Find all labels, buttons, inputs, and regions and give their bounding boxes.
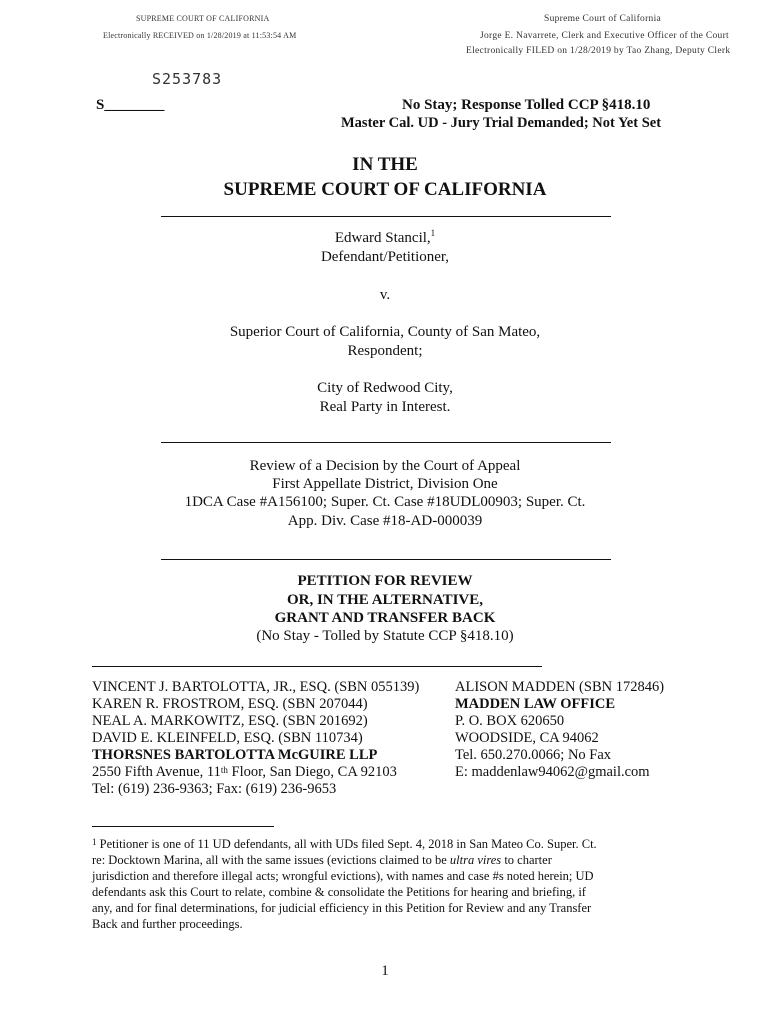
received-stamp-line-1: SUPREME COURT OF CALIFORNIA	[136, 14, 270, 23]
footnote-line: $^1$ Petitioner is one of 11 UD defendants, all with UDs filed Sept. 4, 2018 in San Mateo Co. Super. Ct.	[92, 837, 597, 851]
footnote-divider	[92, 826, 274, 827]
counsel-right-firm: MADDEN LAW OFFICE	[455, 696, 616, 712]
counsel-right-phone: Tel. 650.270.0066; No Fax	[455, 747, 612, 763]
filed-stamp-line-1: Supreme Court of California	[544, 14, 662, 24]
respondent-role: Respondent;	[347, 343, 423, 359]
stay-notice: No Stay; Response Tolled CCP §418.10	[402, 97, 651, 113]
footnote-line: jurisdiction and therefore illegal acts; wrongful evictions), with names and case #s noted herein; UD	[92, 869, 594, 883]
counsel-left-line: KAREN R. FROSTROM, ESQ. (SBN 207044)	[92, 696, 368, 712]
respondent-name: Superior Court of California, County of San Mateo,	[229, 324, 541, 340]
footnote-ref: 1	[430, 228, 436, 238]
court-title-line-1: IN THE	[352, 154, 418, 175]
counsel-left-line: NEAL A. MARKOWITZ, ESQ. (SBN 201692)	[92, 713, 368, 729]
counsel-left-firm: THORSNES BARTOLOTTA McGUIRE LLP	[92, 747, 378, 763]
divider	[161, 442, 611, 443]
petition-title-line-3: GRANT AND TRANSFER BACK	[274, 610, 496, 626]
divider	[161, 216, 611, 217]
counsel-right-email: E: maddenlaw94062@gmail.com	[455, 764, 650, 780]
real-party-name: City of Redwood City,	[317, 380, 453, 396]
real-party-role: Real Party in Interest.	[319, 399, 451, 415]
review-line-4: App. Div. Case #18-AD-000039	[287, 513, 483, 529]
footnote-line: Back and further proceedings.	[92, 917, 243, 931]
review-line-2: First Appellate District, Division One	[272, 476, 498, 492]
received-stamp-line-2: Electronically RECEIVED on 1/28/2019 at 11:53:54 AM	[103, 31, 297, 40]
case-number-blank: S________	[96, 97, 165, 113]
filed-stamp-line-2: Jorge E. Navarrete, Clerk and Executive Officer of the Court	[480, 31, 729, 41]
divider	[92, 666, 542, 667]
trial-notice: Master Cal. UD - Jury Trial Demanded; Not Yet Set	[341, 115, 662, 131]
counsel-left-address: 2550 Fifth Avenue, 11th Floor, San Diego, CA 92103	[92, 764, 397, 780]
petition-title-line-4: (No Stay - Tolled by Statute CCP §418.10)	[256, 628, 514, 644]
counsel-left-line: VINCENT J. BARTOLOTTA, JR., ESQ. (SBN 055139)	[92, 679, 420, 695]
footnote-line: defendants ask this Court to relate, combine & consolidate the Petitions for hearing and briefing, if	[92, 885, 586, 899]
counsel-left-line: DAVID E. KLEINFELD, ESQ. (SBN 110734)	[92, 730, 363, 746]
page-number: 1	[381, 963, 389, 979]
counsel-right-line: P. O. BOX 620650	[455, 713, 565, 729]
filed-stamp-line-3: Electronically FILED on 1/28/2019 by Tao Zhang, Deputy Clerk	[466, 46, 731, 56]
divider	[161, 559, 611, 560]
footnote-line: re: Docktown Marina, all with the same issues (evictions claimed to be ultra vires to charter	[92, 853, 552, 867]
review-line-1: Review of a Decision by the Court of Appeal	[249, 458, 521, 474]
case-number: S253783	[152, 70, 223, 88]
counsel-right-line: ALISON MADDEN (SBN 172846)	[455, 679, 665, 695]
petition-title-line-1: PETITION FOR REVIEW	[297, 573, 473, 589]
petition-title-line-2: OR, IN THE ALTERNATIVE,	[286, 592, 484, 608]
court-title-line-2: SUPREME COURT OF CALIFORNIA	[223, 179, 547, 200]
footnote-line: any, and for final determinations, for judicial efficiency in this Petition for Review and any Transfer	[92, 901, 592, 915]
versus: v.	[379, 287, 391, 303]
petitioner-role: Defendant/Petitioner,	[320, 249, 450, 265]
petitioner-name: Edward Stancil,$^1$	[334, 228, 436, 246]
counsel-right-line: WOODSIDE, CA 94062	[455, 730, 599, 746]
review-line-3: 1DCA Case #A156100; Super. Ct. Case #18UDL00903; Super. Ct.	[184, 494, 586, 510]
counsel-left-phone: Tel: (619) 236-9363; Fax: (619) 236-9653	[92, 781, 337, 797]
